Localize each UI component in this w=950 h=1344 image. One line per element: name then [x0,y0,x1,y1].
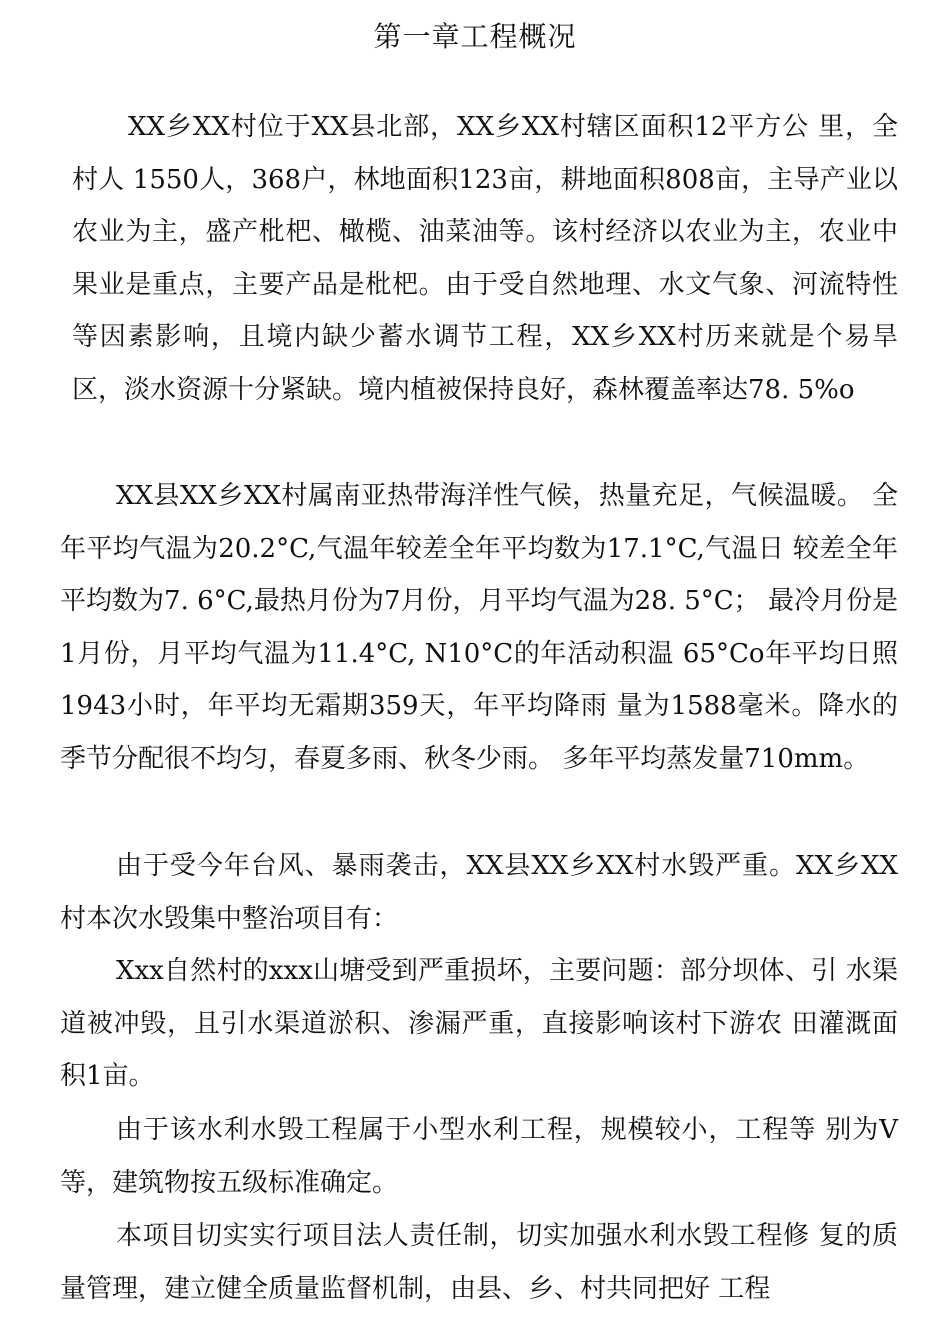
page-title: 第一章工程概况 [373,20,577,53]
paragraph-grade: 由于该水利水毁工程属于小型水利工程，规模较小，工程等 别为V等，建筑物按五级标准确定。 [60,1115,898,1198]
paragraph-climate: XX县XX乡XX村属南亚热带海洋性气候，热量充足，气候温暖。 全年平均气温为20.2°C,气温年较差全年平均数为17.1°C,气温日 较差全年平均数为7. 6°C,最热月份为7月份，月平均气温为28. 5°C； 最冷月份是1月份，月平均气温为11.4°C, N10°C的年活动积温 65°Co年平均日照1943小时，年平均无霜期359天，年平均降雨 量为1588毫米。降水的季节分配很不均匀，春夏多雨、秋冬少雨。 多年平均蒸发量710mm。 [60,481,898,774]
paragraph-location: XX乡XX村位于XX县北部，XX乡XX村辖区面积12平方公 里，全村人 1550人，368户，林地面积123亩，耕地面积808亩，主导产业以农业为主，盛产枇杷、橄榄、油菜油等。该村经济以农业为主，农业中果业是重点，主要产品是枇杷。由于受自然地理、水文气象、河流特性等因素影响，且境内缺少蓄水调节工程，XX乡XX村历来就是个易旱区，淡水资源十分紧缺。境内植被保持良好，森林覆盖率达78. 5%o [72,112,898,405]
paragraph-damage: 由于受今年台风、暴雨袭击，XX县XX乡XX村水毁严重。XX乡XX村本次水毁集中整治项目有： [60,851,898,934]
paragraph-management: 本项目切实实行项目法人责任制，切实加强水利水毁工程修 复的质量管理，建立健全质量监督机制，由县、乡、村共同把好 工程 [60,1221,898,1304]
paragraph-project-item: Xxx自然村的xxx山塘受到严重损坏，主要问题：部分坝体、引 水渠道被冲毁，且引水渠道淤积、渗漏严重，直接影响该村下游农 田灌溉面积1亩。 [60,956,898,1092]
